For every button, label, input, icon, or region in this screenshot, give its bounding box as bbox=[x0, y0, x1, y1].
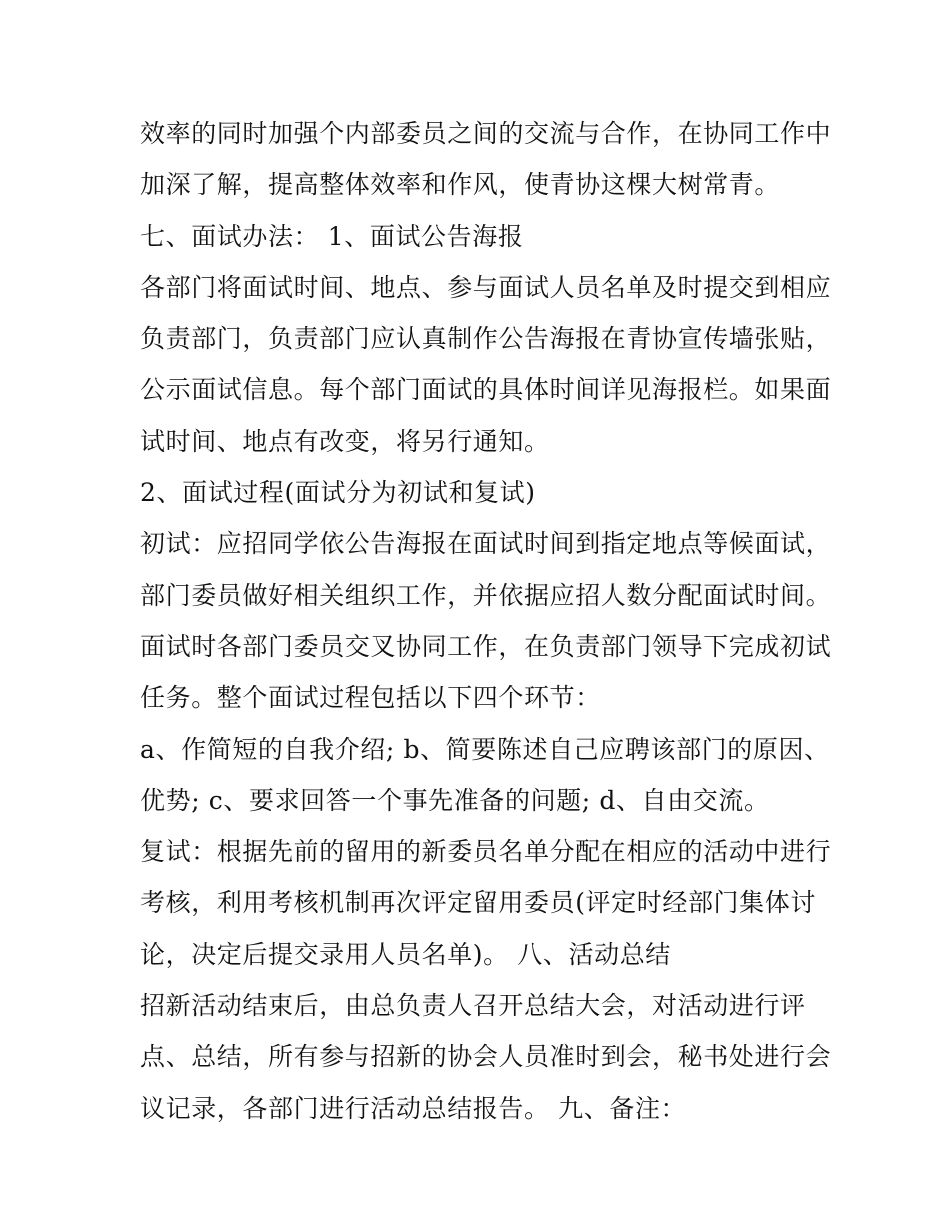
text-line: 初试：应招同学依公告海报在面试时间到指定地点等候面试， bbox=[140, 529, 832, 559]
text-line: 加深了解，提高整体效率和作风，使青协这棵大树常青。 bbox=[140, 170, 781, 200]
text-line: 议记录，各部门进行活动总结报告。 九、备注： bbox=[140, 1093, 687, 1123]
text-line: 各部门将面试时间、地点、参与面试人员名单及时提交到相应 bbox=[140, 272, 832, 302]
text-line: 论，决定后提交录用人员名单)。 八、活动总结 bbox=[140, 939, 671, 969]
text-line: 复试：根据先前的留用的新委员名单分配在相应的活动中进行 bbox=[140, 837, 832, 867]
subsection-heading-interview-process: 2、面试过程(面试分为初试和复试) bbox=[140, 478, 536, 508]
text-line: 点、总结，所有参与招新的协会人员准时到会，秘书处进行会 bbox=[140, 1042, 832, 1072]
text-line: 面试时各部门委员交叉协同工作，在负责部门领导下完成初试 bbox=[140, 631, 832, 661]
text-line: 公示面试信息。每个部门面试的具体时间详见海报栏。如果面 bbox=[140, 375, 832, 405]
document-body bbox=[140, 108, 830, 1134]
text-line: 考核，利用考核机制再次评定留用委员(评定时经部门集体讨 bbox=[140, 888, 816, 918]
section-heading-interview-method: 七、面试办法： 1、面试公告海报 bbox=[140, 221, 524, 251]
text-line: 优势; c、要求回答一个事先准备的问题; d、自由交流。 bbox=[140, 785, 770, 815]
text-line: 任务。整个面试过程包括以下四个环节： bbox=[140, 683, 601, 713]
text-line: 效率的同时加强个内部委员之间的交流与合作，在协同工作中 bbox=[140, 119, 832, 148]
text-line: a、作简短的自我介绍; b、简要陈述自己应聘该部门的原因、 bbox=[140, 734, 830, 764]
text-line: 负责部门，负责部门应认真制作公告海报在青协宣传墙张贴， bbox=[140, 324, 832, 354]
text-line: 试时间、地点有改变，将另行通知。 bbox=[140, 426, 550, 456]
text-line: 招新活动结束后，由总负责人召开总结大会，对活动进行评 bbox=[140, 991, 806, 1021]
text-line: 部门委员做好相关组织工作，并依据应招人数分配面试时间。 bbox=[140, 580, 832, 610]
